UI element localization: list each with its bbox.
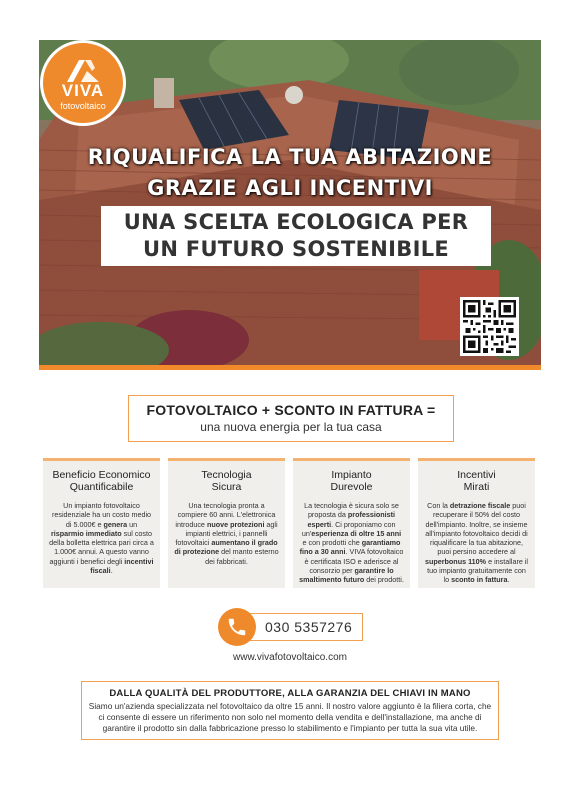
qr-code-icon[interactable] bbox=[460, 297, 519, 356]
feature-title-line: Durevole bbox=[330, 481, 373, 493]
viva-logo-mark-icon bbox=[63, 58, 103, 82]
feature-text: La tecnologia è sicura solo se proposta da professionisti esperti. Ci proponiamo con un'esperienza di oltre 15 anni e con prodotti che garantiamo fino a 30 anni. VIVA fotovoltaico è certificata ISO e aderisce al consorzio per garantire lo smaltimento futuro dei prodotti. bbox=[299, 501, 404, 585]
viva-logo bbox=[40, 40, 126, 126]
logo-subtitle: fotovoltaico bbox=[60, 100, 106, 111]
feature-title-line: Impianto bbox=[331, 469, 372, 481]
feature-title bbox=[49, 469, 154, 495]
hero-accent-bar bbox=[39, 365, 541, 370]
feature-columns bbox=[43, 458, 535, 588]
hero-tagline-box bbox=[101, 206, 491, 266]
feature-title-line: Quantificabile bbox=[69, 481, 134, 493]
offer-subtitle: una nuova energia per la tua casa bbox=[200, 420, 382, 434]
hero-tagline-2: UN FUTURO SOSTENIBILE bbox=[142, 237, 450, 261]
feature-title bbox=[174, 469, 279, 495]
feature-card bbox=[293, 458, 410, 588]
feature-title-line: Tecnologia bbox=[201, 469, 252, 481]
quality-text: Siamo un'azienda specializzata nel fotovoltaico da oltre 15 anni. Il nostro valore aggiunto è la filiera corta, che ci consente di essere un riferimento non solo nel momento della vendita e dell'installazione, ma anche di garantire il prodotto sin dalla fabbricazione presso lo stabilimento e l'impianto per tutta la sua vita utile. bbox=[88, 701, 492, 733]
feature-card bbox=[168, 458, 285, 588]
feature-text: Un impianto fotovoltaico residenziale ha un costo medio di 5.000€ e genera un risparmio immediato sul costo della bolletta elettrica pari circa a 1.000€ annui. A questo vanno aggiunti i benefici degli incentivi fiscali. bbox=[49, 501, 154, 576]
feature-title bbox=[299, 469, 404, 495]
website-link[interactable]: www.vivafotovoltaico.com bbox=[233, 652, 347, 663]
feature-title bbox=[424, 469, 529, 495]
feature-text: Una tecnologia pronta a compiere 60 anni. L'elettronica introduce nuove protezioni agli impianti elettrici, i pannelli fotovoltaici aumentano il grado di protezione del manto esterno dei fabbricati. bbox=[174, 501, 279, 566]
offer-box bbox=[128, 395, 454, 442]
quality-box bbox=[81, 681, 499, 740]
phone-number[interactable]: 030 5357276 bbox=[250, 613, 363, 641]
quality-title: DALLA QUALITÀ DEL PRODUTTORE, ALLA GARANZIA DEL CHIAVI IN MANO bbox=[109, 688, 471, 699]
feature-card bbox=[43, 458, 160, 588]
hero-headline-1: RIQUALIFICA LA TUA ABITAZIONE bbox=[87, 145, 493, 169]
feature-title-line: Sicura bbox=[211, 481, 242, 493]
hero-tagline-1: UNA SCELTA ECOLOGICA PER bbox=[123, 210, 469, 234]
feature-card bbox=[418, 458, 535, 588]
phone-contact[interactable] bbox=[218, 608, 363, 646]
phone-icon[interactable] bbox=[218, 608, 256, 646]
hero-headline-2: GRAZIE AGLI INCENTIVI bbox=[147, 176, 433, 200]
offer-title: FOTOVOLTAICO + SCONTO IN FATTURA = bbox=[146, 402, 436, 418]
feature-title-line: Beneficio Economico bbox=[52, 469, 151, 481]
logo-brand: VIVA bbox=[61, 80, 105, 100]
feature-title-line: Incentivi bbox=[457, 469, 496, 481]
feature-title-line: Mirati bbox=[463, 481, 490, 493]
feature-text: Con la detrazione fiscale puoi recuperare il 50% del costo dell'impianto. Inoltre, se insieme all'impianto fotovoltaico decidi di riqualificare la tua abitazione, puoi persino accedere al superbonus 110% e installare il tuo impianto gratuitamente con lo sconto in fattura. bbox=[424, 501, 529, 585]
